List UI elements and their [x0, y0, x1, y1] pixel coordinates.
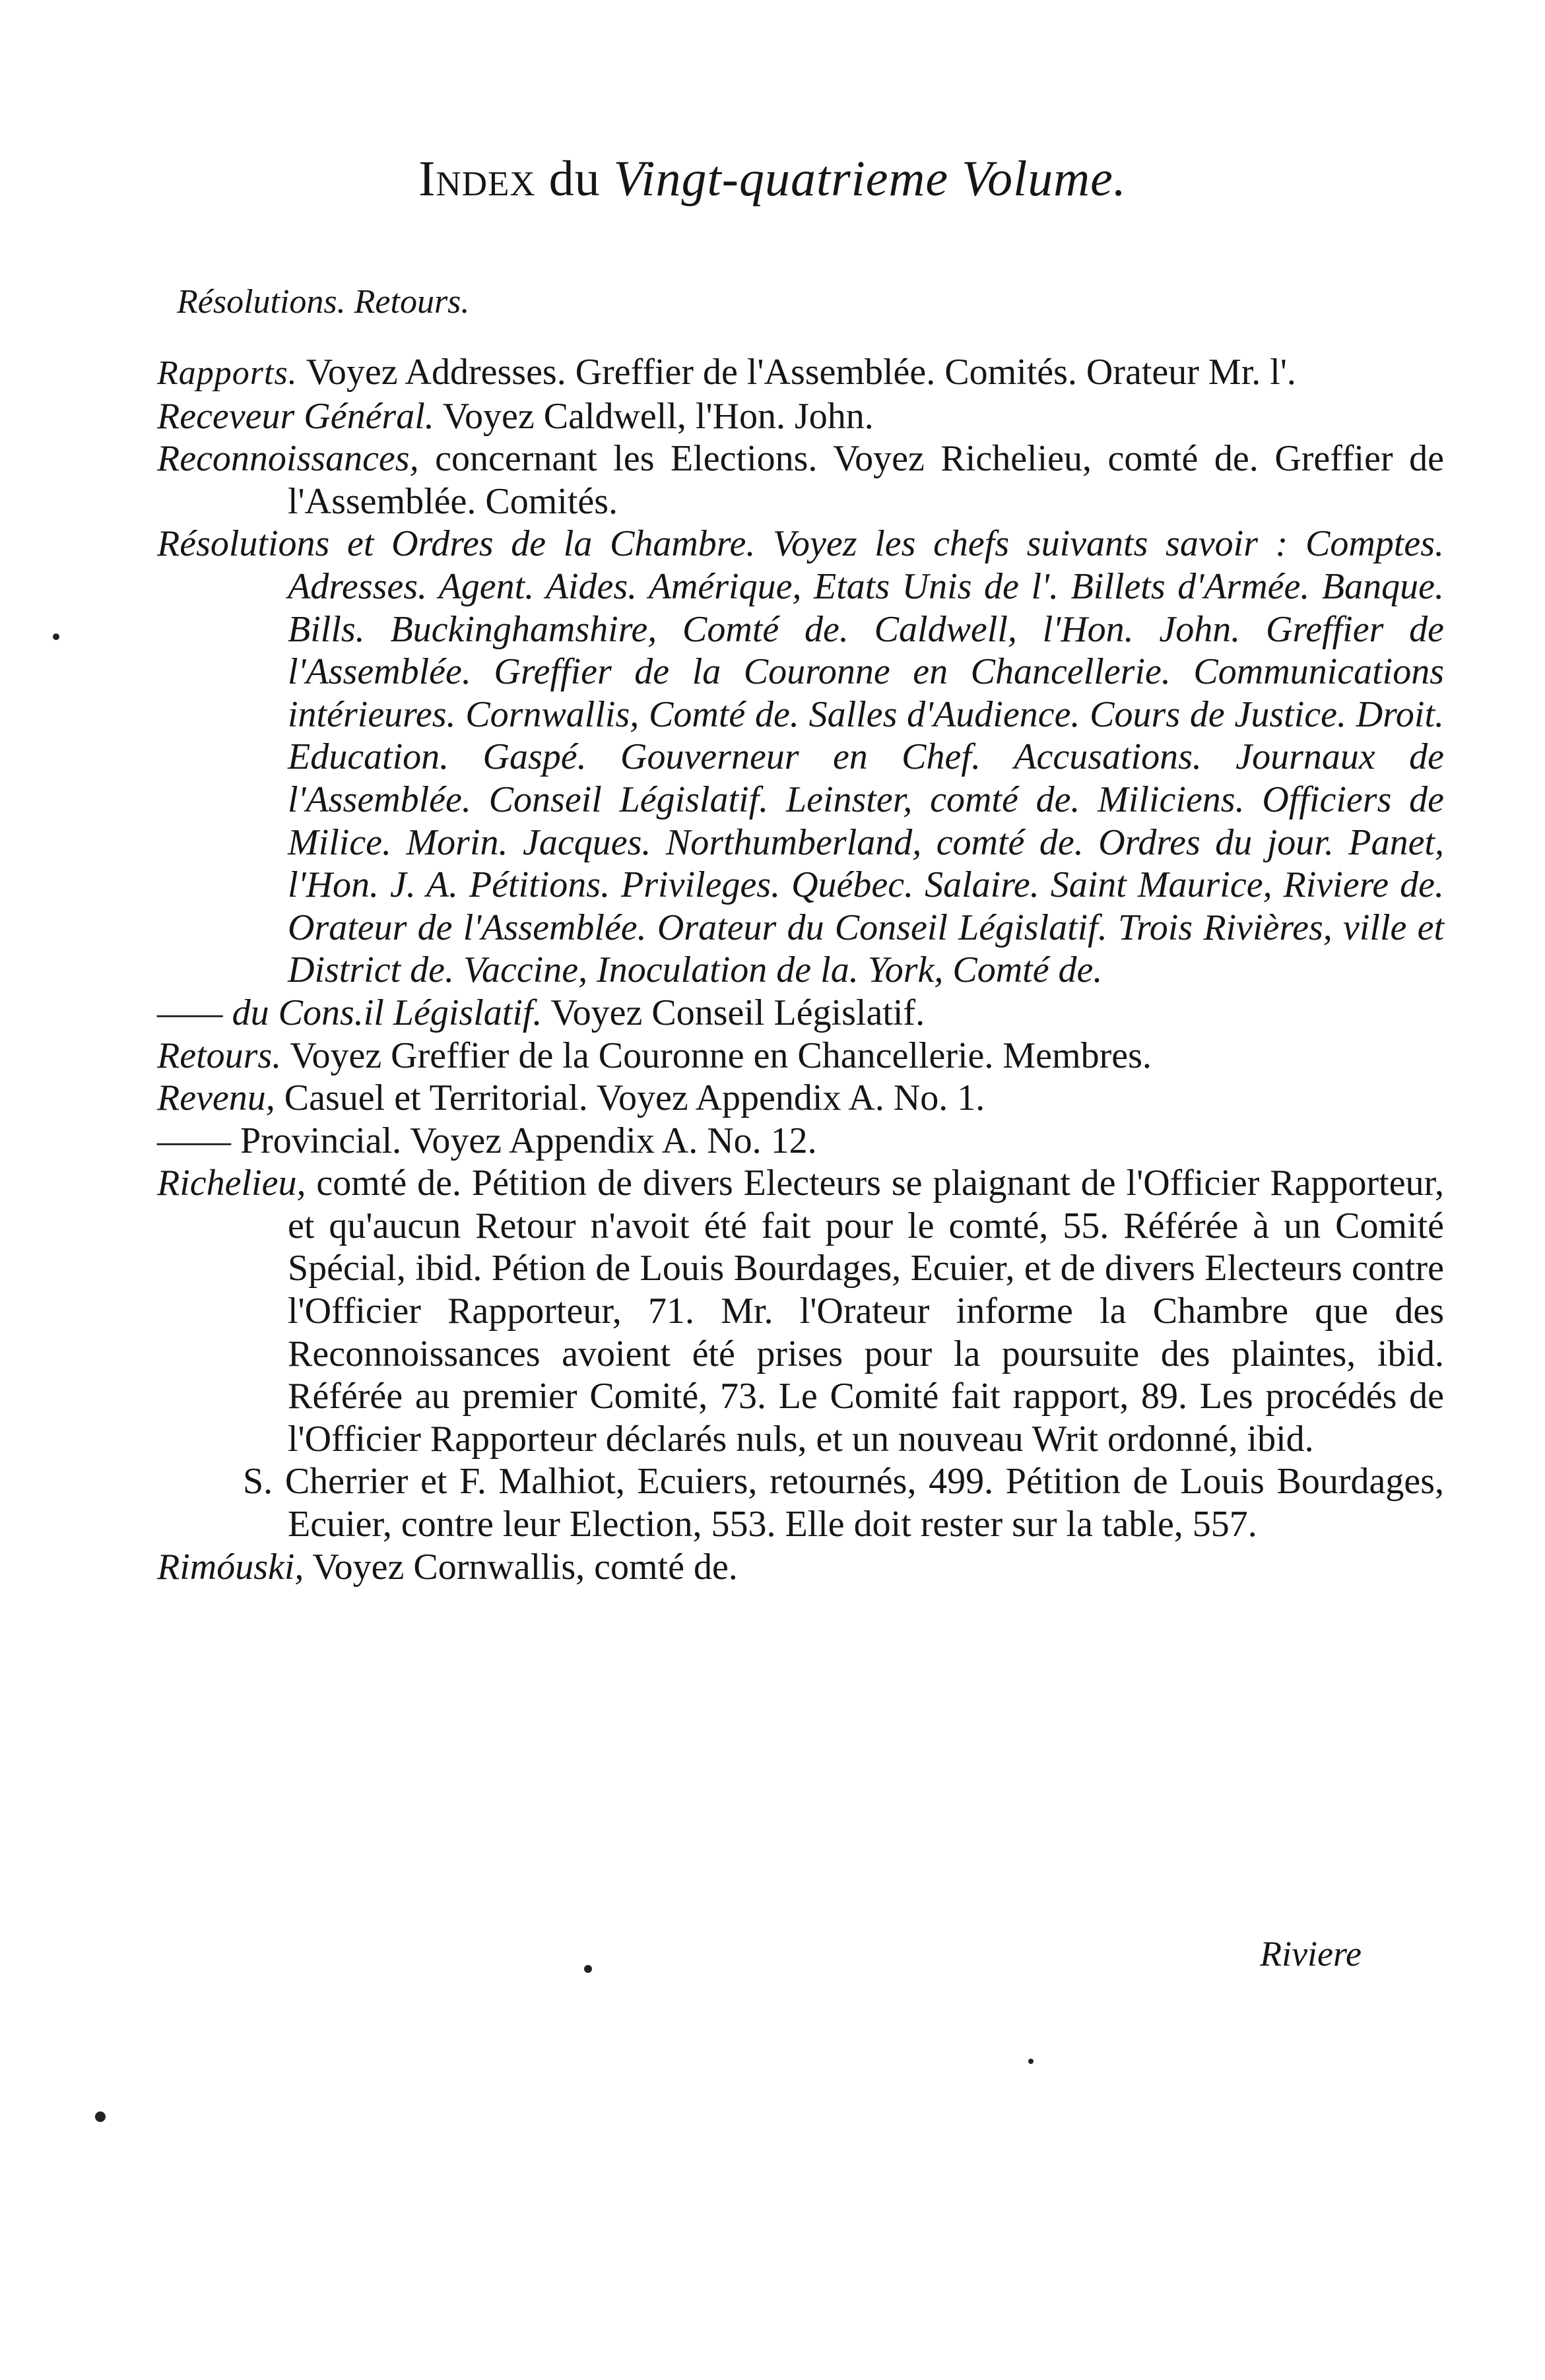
entry-head: Résolutions et Ordres de la Chambre. — [157, 523, 756, 565]
entry-resolutions — [157, 523, 1444, 992]
index-label: Index — [418, 151, 536, 207]
entry-text: Casuel et Territorial. Voyez Appendix A. No. 1. — [284, 1077, 985, 1119]
entry-text: S. Cherrier et F. Malhiot, Ecuiers, retournés, 499. Pétition de Louis Bourdages, Ecuier, contre leur Election, 553. Elle doit rester sur la table, 557. — [243, 1461, 1444, 1545]
entry-reconnoissances — [157, 437, 1444, 523]
entry-text: Voyez Greffier de la Couronne en Chancellerie. Membres. — [290, 1035, 1152, 1076]
entry-receveur — [157, 395, 1444, 438]
scan-speck — [53, 633, 59, 640]
entry-head: —— — [157, 1120, 231, 1161]
running-title — [0, 150, 1545, 208]
volume-label: Vingt-quatrieme Volume. — [613, 151, 1127, 207]
catchword: Riviere — [1260, 1934, 1362, 1974]
entry-richelieu-continued — [157, 1460, 1444, 1545]
entry-provincial — [157, 1120, 1444, 1163]
entry-text: Voyez Cornwallis, comté de. — [312, 1546, 738, 1588]
entry-text: concernant les Elections. Voyez Richelieu, comté de. Greffier de l'Assemblée. Comités. — [288, 438, 1445, 522]
entry-head: Reconnoissances, — [157, 438, 419, 480]
entry-text: Voyez Caldwell, l'Hon. John. — [442, 395, 874, 437]
du-word: du — [548, 151, 601, 207]
index-body — [157, 351, 1444, 1588]
entry-rapports — [157, 351, 1444, 395]
entry-du-cons — [157, 992, 1444, 1035]
entry-richelieu — [157, 1162, 1444, 1460]
scan-speck — [1028, 2059, 1034, 2064]
entry-head: Retours. — [157, 1035, 282, 1076]
entry-text: Voyez Conseil Législatif. — [550, 992, 925, 1033]
entry-head: Rimóuski, — [157, 1546, 304, 1588]
entry-retours — [157, 1035, 1444, 1077]
entry-text: Voyez Addresses. Greffier de l'Assemblée. Comités. Orateur Mr. l'. — [306, 352, 1296, 393]
scan-speck — [584, 1965, 592, 1973]
section-heading: Résolutions. Retours. — [177, 283, 470, 321]
entry-head: Revenu, — [157, 1077, 275, 1119]
entry-head: Receveur Général. — [157, 395, 434, 437]
entry-text: comté de. Pétition de divers Electeurs se plaignant de l'Officier Rapporteur, et qu'aucun Retour n'avoit été fait pour le comté, 55. Référée à un Comité Spécial, ibid. Pétion de Louis Bourdages, Ecuier, et de divers Electeurs contre l'Officier Rapporteur, 71. Mr. l'Orateur informe la Chambre que des Reconnoissances avoient été prises pour la poursuite des plaintes, ibid. Référée au premier Comité, 73. Le Comité fait rapport, 89. Les procédés de l'Officier Rapporteur déclarés nuls, et un nouveau Writ ordonné, ibid. — [288, 1163, 1445, 1460]
entry-rimouski — [157, 1546, 1444, 1589]
entry-text: Provincial. Voyez Appendix A. No. 12. — [240, 1120, 817, 1161]
scan-speck — [95, 2111, 106, 2122]
entry-revenu — [157, 1077, 1444, 1120]
entry-head: Richelieu, — [157, 1163, 306, 1204]
entry-head: —— du Cons.il Législatif. — [157, 992, 542, 1033]
entry-head: Rapports. — [157, 354, 298, 392]
entry-text: Voyez les chefs suivants savoir : Comptes. Adresses. Agent. Aides. Amérique, Etats Unis de l'. Billets d'Armée. Banque. Bills. Buckinghamshire, Comté de. Caldwell, l'Hon. John. Greffier de l'Assemblée. Greffier de la Couronne en Chancellerie. Communications intérieures. Cornwallis, Comté de. Salles d'Audience. Cours de Justice. Droit. Education. Gaspé. Gouverneur en Chef. Accusations. Journaux de l'Assemblée. Conseil Législatif. Leinster, comté de. Miliciens. Officiers de Milice. Morin. Jacques. Northumberland, comté de. Ordres du jour. Panet, l'Hon. J. A. Pétitions. Privileges. Québec. Salaire. Saint Maurice, Riviere de. Orateur de l'Assemblée. Orateur du Conseil Législatif. Trois Rivières, ville et District de. Vaccine, Inoculation de la. York, Comté de. — [288, 523, 1444, 991]
